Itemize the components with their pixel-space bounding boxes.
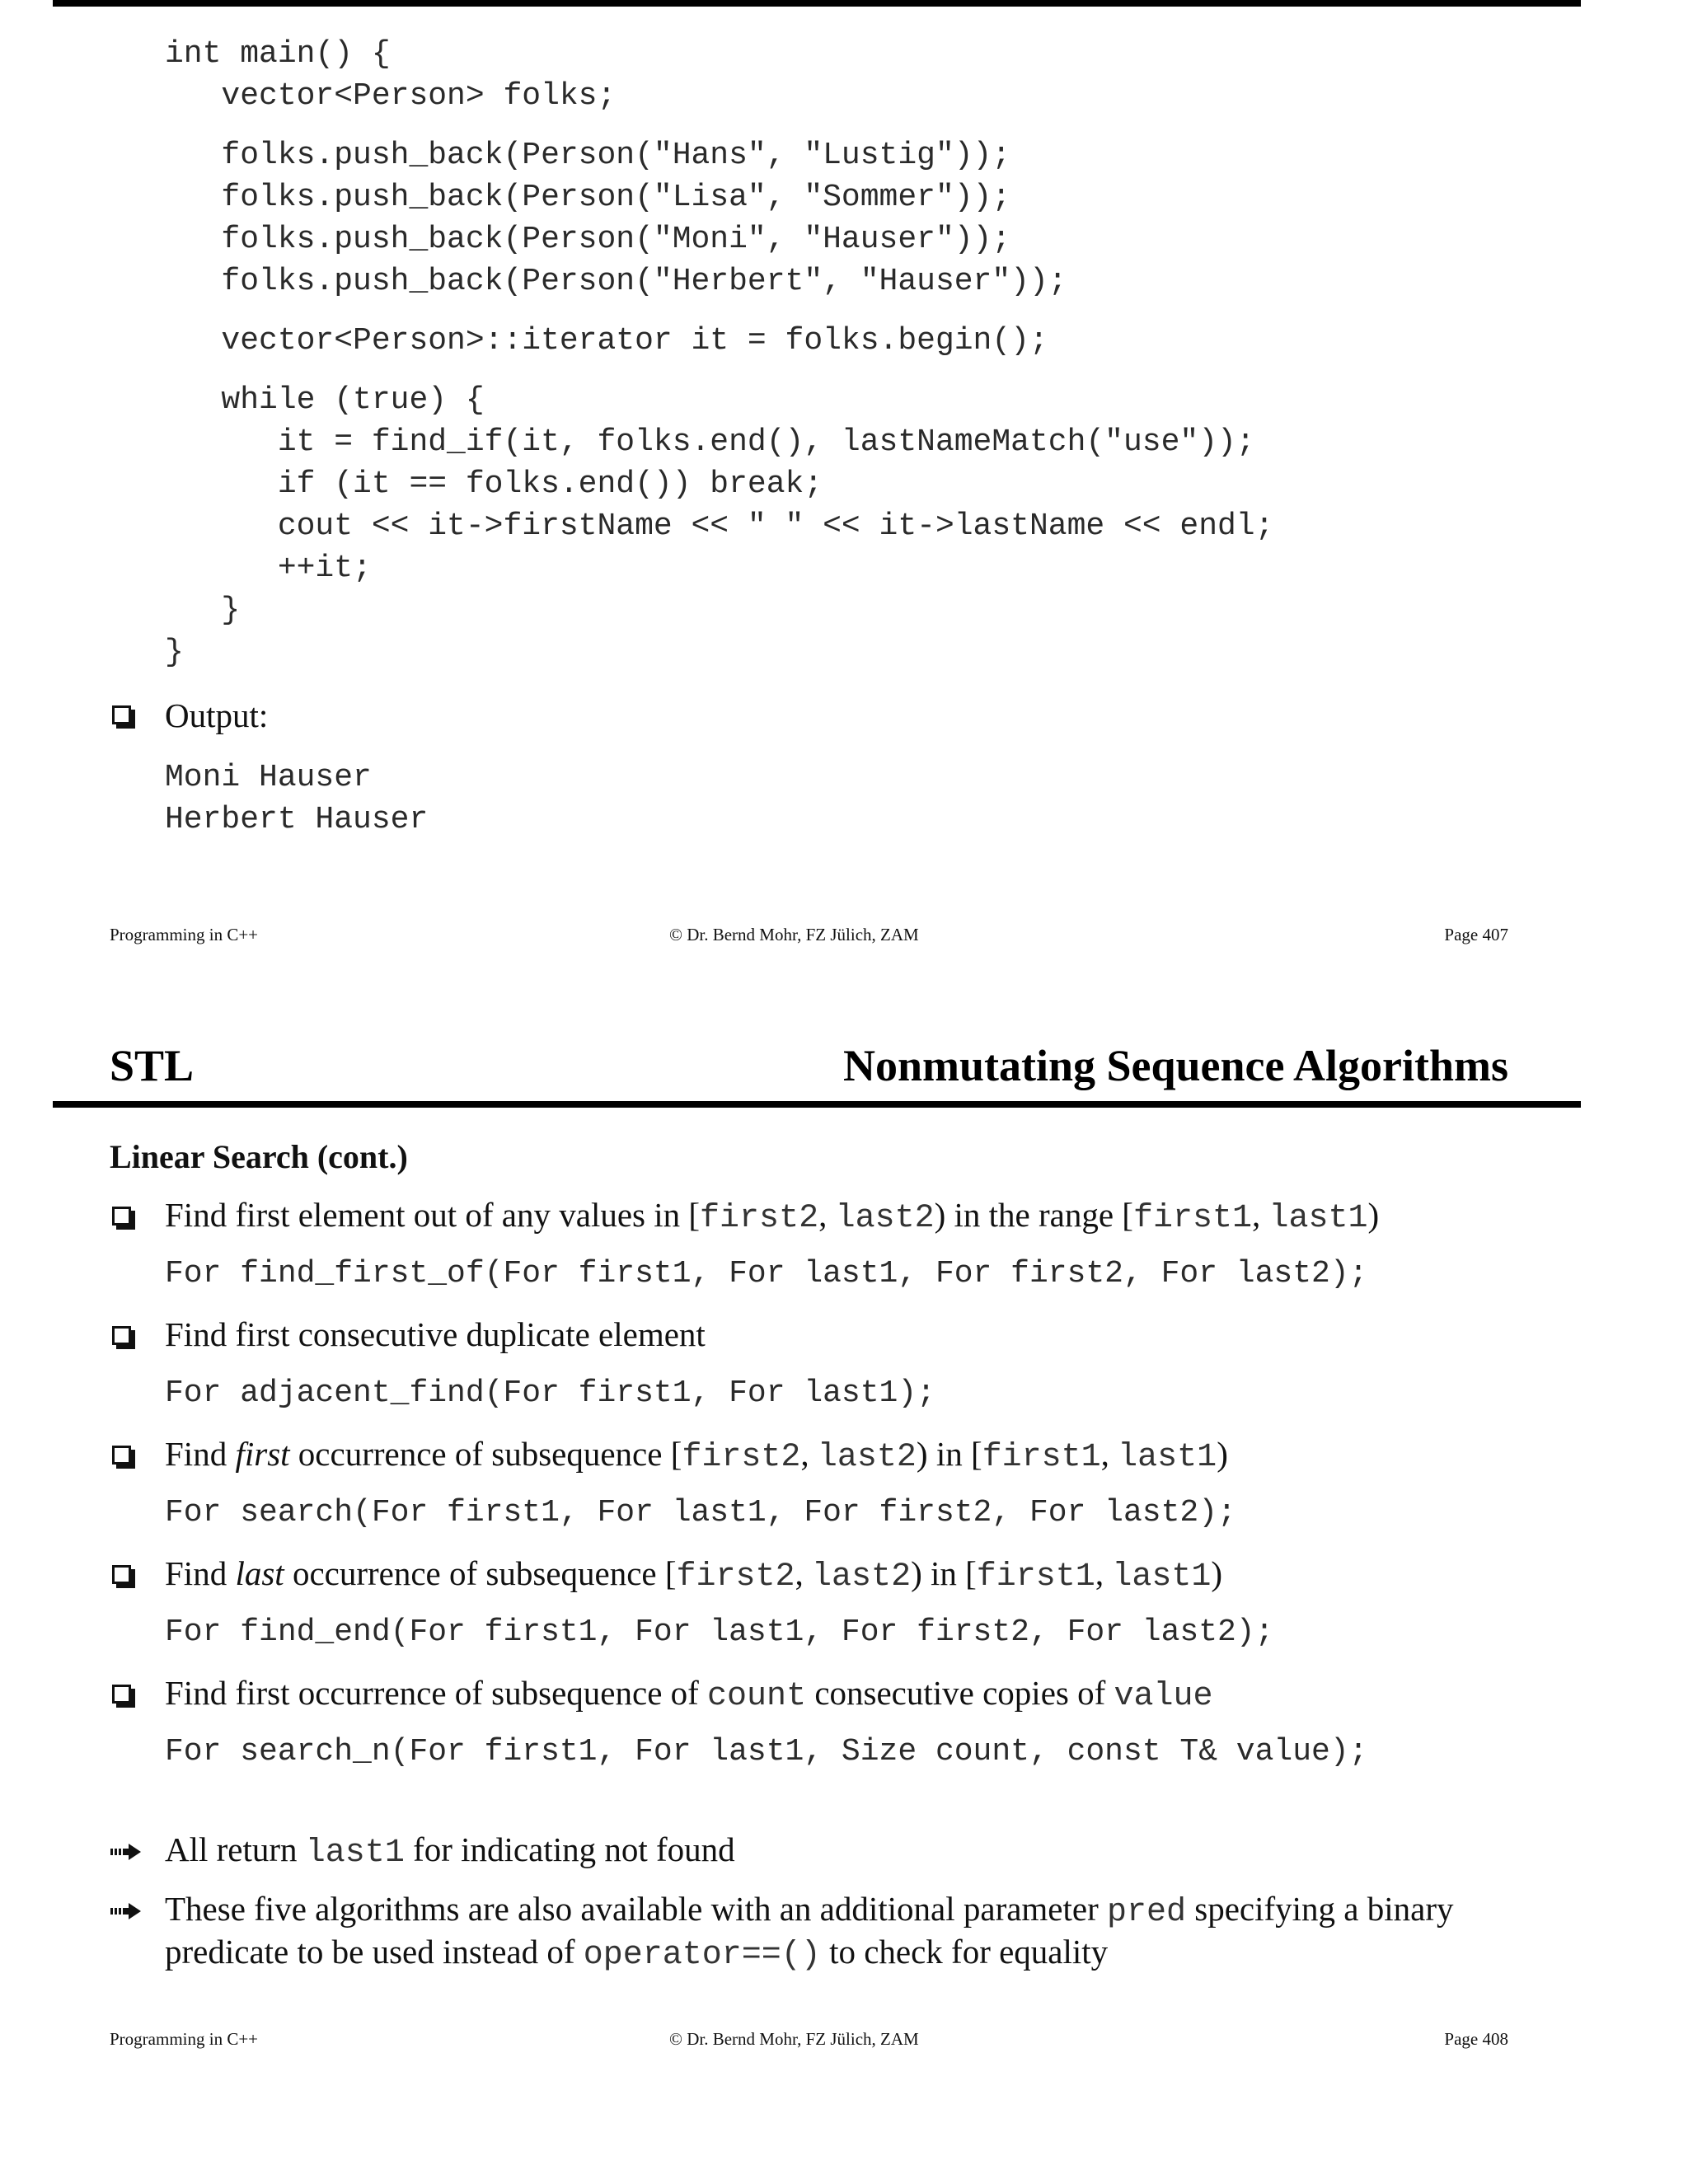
checkbox-bullet-icon	[112, 1565, 131, 1584]
text-part: ,	[1100, 1435, 1118, 1473]
footer-left: Programming in C++	[110, 2029, 259, 2049]
code-block-main	[165, 33, 1273, 673]
code-term: last2	[835, 1200, 935, 1237]
header-rule	[53, 1101, 1581, 1108]
checkbox-bullet-icon	[112, 1685, 131, 1704]
text-part: ,	[1095, 1554, 1113, 1592]
code-line: cout << it->firstName << " " << it->lastName << endl;	[165, 509, 1274, 544]
code-term: operator==()	[583, 1937, 821, 1974]
code-term: last2	[817, 1439, 917, 1476]
text-part: predicate to be used instead of	[165, 1933, 584, 1971]
code-term: last1	[1112, 1558, 1212, 1596]
bullet-text	[165, 1195, 1379, 1237]
code-term: value	[1114, 1678, 1213, 1715]
text-part: ) in [	[911, 1554, 977, 1592]
code-line: it = find_if(it, folks.end(), lastNameMatch("use"));	[165, 424, 1255, 460]
arrow-bullet-icon	[110, 1843, 142, 1861]
text-part: ,	[795, 1554, 813, 1592]
code-line: ++it;	[165, 551, 372, 586]
code-line	[165, 302, 1273, 320]
output-block	[165, 757, 428, 841]
output-label: Output:	[165, 696, 269, 734]
note-text	[165, 1830, 735, 1872]
text-part: Find	[165, 1554, 236, 1592]
code-term: first1	[1132, 1200, 1252, 1237]
code-term: last1	[305, 1835, 405, 1872]
text-part: specifying a binary	[1186, 1890, 1454, 1928]
function-signature: For search_n(For first1, For last1, Size count, const T& value);	[165, 1734, 1368, 1769]
code-line: int main() {	[165, 36, 391, 72]
code-line: }	[165, 593, 241, 628]
header-left-title: STL	[110, 1041, 195, 1090]
note-text-continued	[165, 1932, 1108, 1974]
footer-left: Programming in C++	[110, 925, 259, 944]
function-signature: For adjacent_find(For first1, For last1);	[165, 1376, 935, 1411]
code-line: folks.push_back(Person("Lisa", "Sommer"));	[165, 180, 1011, 215]
text-part: All return	[165, 1830, 306, 1868]
function-signature: For find_end(For first1, For last1, For first2, For last2);	[165, 1615, 1274, 1650]
function-signature: For search(For first1, For last1, For first2, For last2);	[165, 1495, 1236, 1530]
text-part: Find first consecutive duplicate element	[165, 1315, 706, 1353]
code-term: first2	[700, 1200, 819, 1237]
code-term: last1	[1118, 1439, 1217, 1476]
output-line: Moni Hauser	[165, 760, 372, 795]
text-part: )	[1217, 1435, 1228, 1473]
bullet-text	[165, 1554, 1222, 1596]
text-part: Find first occurrence of subsequence of	[165, 1674, 708, 1712]
code-line: folks.push_back(Person("Moni", "Hauser"));	[165, 222, 1011, 257]
code-line: if (it == folks.end()) break;	[165, 466, 823, 502]
code-term: first1	[976, 1558, 1095, 1596]
bullet-text	[165, 1315, 706, 1354]
text-part: ) in the range [	[934, 1196, 1133, 1234]
arrow-bullet-icon	[110, 1902, 142, 1920]
top-rule	[53, 0, 1581, 7]
text-part: ,	[800, 1435, 818, 1473]
emphasis-text: last	[235, 1554, 284, 1592]
code-term: last2	[812, 1558, 912, 1596]
code-line: folks.push_back(Person("Hans", "Lustig"));	[165, 138, 1011, 173]
section-title: Linear Search (cont.)	[110, 1138, 408, 1175]
bullet-text	[165, 1434, 1228, 1476]
checkbox-bullet-icon	[112, 705, 131, 724]
footer-center: © Dr. Bernd Mohr, FZ Jülich, ZAM	[669, 2029, 919, 2049]
output-line: Herbert Hauser	[165, 802, 429, 837]
code-term: pred	[1107, 1894, 1187, 1931]
text-part: Find first element out of any values in [	[165, 1196, 701, 1234]
footer-page-number: Page 407	[1444, 925, 1508, 944]
code-line: vector<Person>::iterator it = folks.begin();	[165, 323, 1048, 359]
text-part: Find	[165, 1435, 236, 1473]
code-term: count	[707, 1678, 807, 1715]
emphasis-text: first	[235, 1435, 290, 1473]
code-line: vector<Person> folks;	[165, 78, 617, 114]
code-line	[165, 117, 1273, 134]
checkbox-bullet-icon	[112, 1207, 131, 1226]
code-line	[165, 362, 1273, 379]
code-line: folks.push_back(Person("Herbert", "Hauser"));	[165, 264, 1067, 299]
text-part: consecutive copies of	[806, 1674, 1114, 1712]
code-term: last1	[1268, 1200, 1368, 1237]
function-signature: For find_first_of(For first1, For last1, For first2, For last2);	[165, 1256, 1368, 1291]
code-line: while (true) {	[165, 382, 485, 418]
code-line: }	[165, 635, 184, 670]
code-term: first1	[982, 1439, 1101, 1476]
text-part: occurrence of subsequence [	[284, 1554, 677, 1592]
text-part: These five algorithms are also available with an additional parameter	[165, 1890, 1107, 1928]
text-part: )	[1367, 1196, 1380, 1234]
text-part: to check for equality	[820, 1933, 1109, 1971]
footer-page-number: Page 408	[1444, 2029, 1508, 2049]
footer-center: © Dr. Bernd Mohr, FZ Jülich, ZAM	[669, 925, 919, 944]
code-term: first2	[676, 1558, 795, 1596]
text-part: ) in [	[916, 1435, 982, 1473]
text-part: )	[1211, 1554, 1222, 1592]
text-part: occurrence of subsequence [	[289, 1435, 682, 1473]
text-part: ,	[1251, 1196, 1269, 1234]
header-right-title: Nonmutating Sequence Algorithms	[842, 1041, 1508, 1090]
checkbox-bullet-icon	[112, 1326, 131, 1345]
code-term: first2	[682, 1439, 801, 1476]
note-text	[165, 1889, 1454, 1931]
bullet-text	[165, 1673, 1213, 1715]
text-part: ,	[818, 1196, 836, 1234]
text-part: for indicating not found	[404, 1830, 735, 1868]
checkbox-bullet-icon	[112, 1446, 131, 1465]
